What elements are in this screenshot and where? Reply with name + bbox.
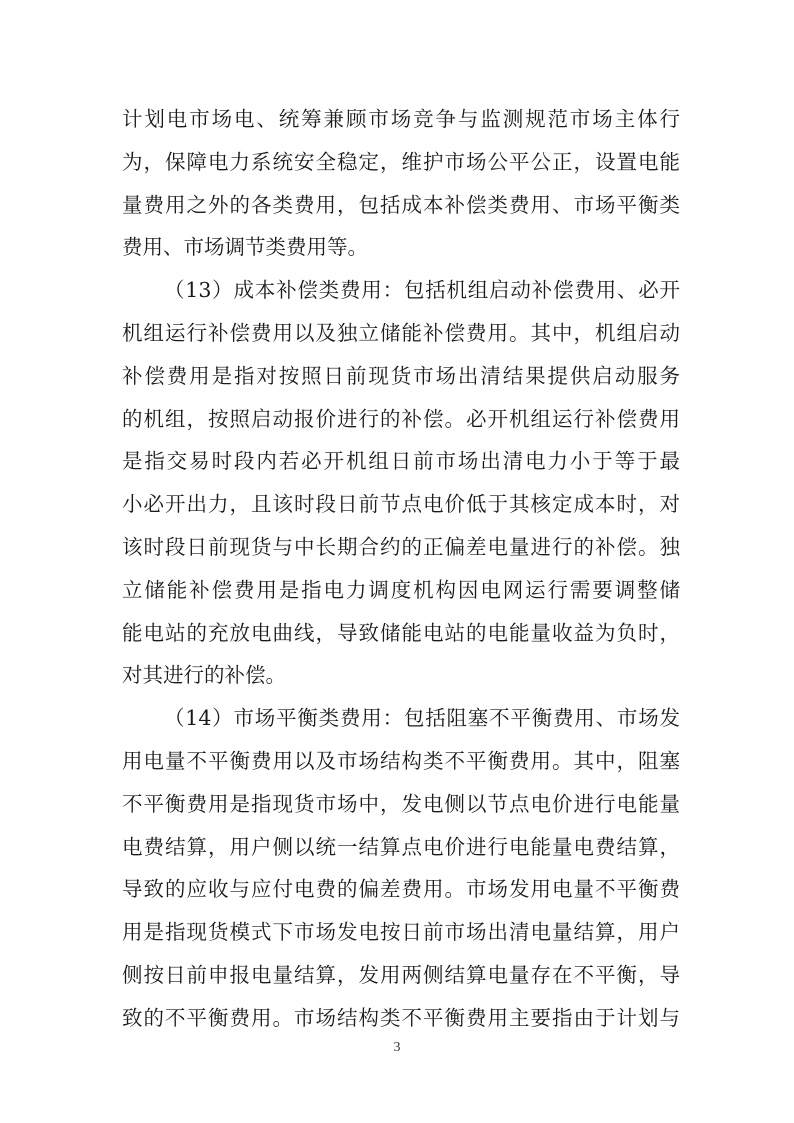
text-line: 小必开出力，且该时段日前节点电价低于其核定成本时，对	[122, 492, 680, 517]
text-line: 该时段日前现货与中长期合约的正偏差电量进行的补偿。独	[122, 534, 680, 559]
text-line: 机组运行补偿费用以及独立储能补偿费用。其中，机组启动	[122, 320, 680, 345]
text-line: 导致的应收与应付电费的偏差费用。市场发用电量不平衡费	[122, 877, 680, 902]
text-line: 电费结算，用户侧以统一结算点电价进行电能量电费结算，	[122, 834, 680, 859]
text-line: 量费用之外的各类费用，包括成本补偿类费用、市场平衡类	[122, 192, 680, 217]
text-line: 致的不平衡费用。市场结构类不平衡费用主要指由于计划与	[122, 1005, 680, 1030]
text-line: 不平衡费用是指现货市场中，发电侧以节点电价进行电能量	[122, 791, 680, 816]
text-line: （13）成本补偿类费用：包括机组启动补偿费用、必开	[164, 278, 680, 303]
text-line: 侧按日前申报电量结算，发用两侧结算电量存在不平衡，导	[122, 962, 680, 987]
text-line: 能电站的充放电曲线，导致储能电站的电能量收益为负时，	[122, 620, 680, 645]
text-line: 对其进行的补偿。	[122, 663, 286, 688]
text-line: 费用、市场调节类费用等。	[122, 235, 368, 260]
text-line: 用是指现货模式下市场发电按日前市场出清电量结算，用户	[122, 920, 680, 945]
text-line: 用电量不平衡费用以及市场结构类不平衡费用。其中，阻塞	[122, 748, 680, 773]
page-number: 3	[393, 1040, 401, 1055]
text-line: 的机组，按照启动报价进行的补偿。必开机组运行补偿费用	[122, 406, 680, 431]
text-line: （14）市场平衡类费用：包括阻塞不平衡费用、市场发	[164, 706, 680, 731]
text-line: 计划电市场电、统筹兼顾市场竞争与监测规范市场主体行	[122, 107, 680, 131]
body-text	[122, 98, 680, 1040]
text-line: 为，保障电力系统安全稳定，维护市场公平公正，设置电能	[122, 149, 680, 174]
text-line: 补偿费用是指对按照日前现货市场出清结果提供启动服务	[122, 363, 680, 388]
text-line: 立储能补偿费用是指电力调度机构因电网运行需要调整储	[122, 577, 680, 602]
text-line: 是指交易时段内若必开机组日前市场出清电力小于等于最	[122, 449, 680, 474]
